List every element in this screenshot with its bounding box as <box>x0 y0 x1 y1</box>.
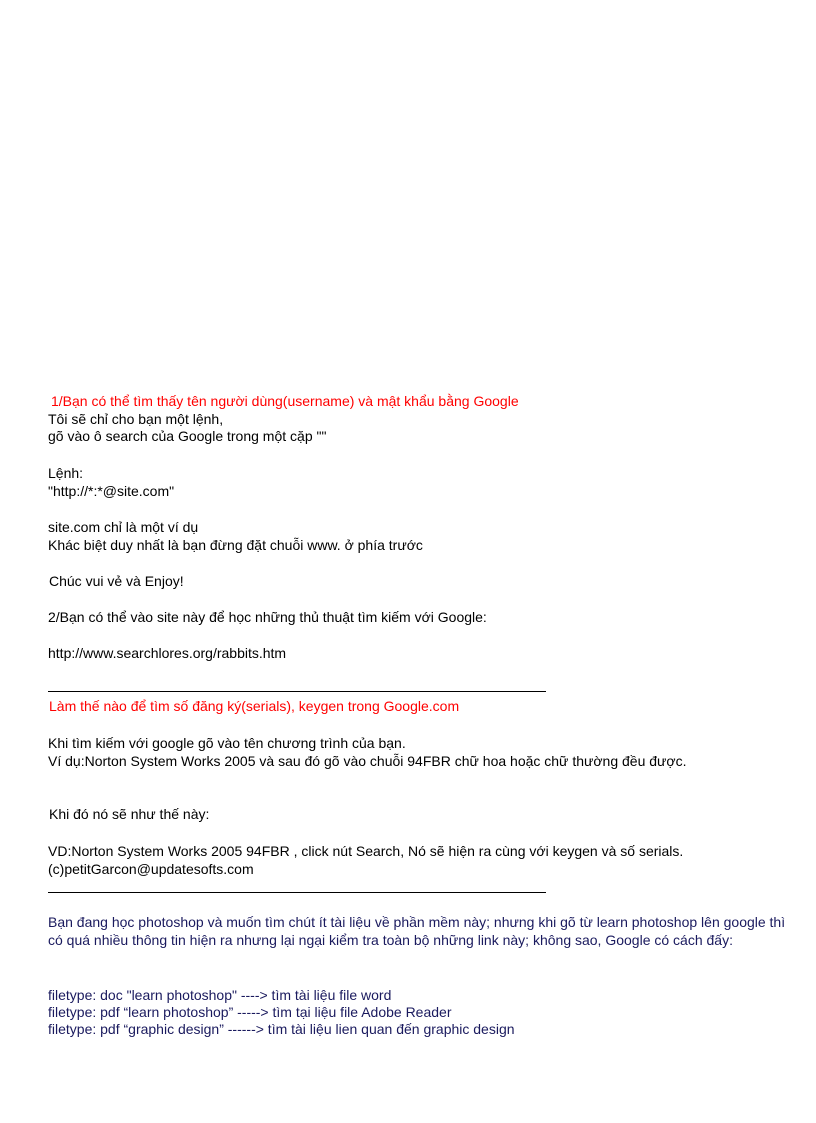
command-label: Lệnh: <box>48 465 84 481</box>
filetype-item: filetype: doc "learn photoshop" ----> tìm tài liệu file word <box>48 987 392 1003</box>
section4-paragraph: Bạn đang học photoshop và muốn tìm chút ít tài liệu về phần mềm này; nhưng khi gõ từ learn photoshop lên google thì có quá nhiều thông tin hiện ra nhưng lại ngại kiểm tra toàn bộ những link này; không sao, Google có cách đấy: <box>48 914 786 948</box>
section3-line4: VD:Norton System Works 2005 94FBR , click nút Search, Nó sẽ hiện ra cùng với keygen và số serials. <box>48 843 684 859</box>
section3-line3: Khi đó nó sẽ như thế này: <box>49 806 210 822</box>
filetype-item: filetype: pdf “learn photoshop” -----> tìm tại liệu file Adobe Reader <box>48 1004 452 1020</box>
searchlores-url: http://www.searchlores.org/rabbits.htm <box>48 645 287 661</box>
filetype-item: filetype: pdf “graphic design” ------> tìm tài liệu lien quan đến graphic design <box>48 1021 515 1037</box>
note-line1: site.com chỉ là một ví dụ <box>48 519 199 535</box>
credit-line: (c)petitGarcon@updatesofts.com <box>48 861 254 877</box>
section3-heading: Làm thế nào để tìm số đăng ký(serials), keygen trong Google.com <box>49 698 460 714</box>
closing-line: Chúc vui vẻ và Enjoy! <box>49 573 184 589</box>
divider-top <box>48 691 546 692</box>
section1-line2: gõ vào ô search của Google trong một cặp "" <box>48 428 327 444</box>
command-value: "http://*:*@site.com" <box>48 483 175 499</box>
section3-line2: Ví dụ:Norton System Works 2005 và sau đó gõ vào chuỗi 94FBR chữ hoa hoặc chữ thường đều được. <box>48 753 687 769</box>
note-line2: Khác biệt duy nhất là bạn đừng đặt chuỗi www. ở phía trước <box>48 537 423 553</box>
section2-text: 2/Bạn có thể vào site này để học những thủ thuật tìm kiếm với Google: <box>48 609 487 625</box>
section1-heading: 1/Bạn có thể tìm thấy tên người dùng(username) và mật khẩu bằng Google <box>51 393 519 409</box>
section1-line1: Tôi sẽ chỉ cho bạn một lệnh, <box>48 411 224 427</box>
section3-line1: Khi tìm kiếm với google gõ vào tên chương trình của bạn. <box>48 735 406 751</box>
divider-bottom <box>48 892 546 893</box>
